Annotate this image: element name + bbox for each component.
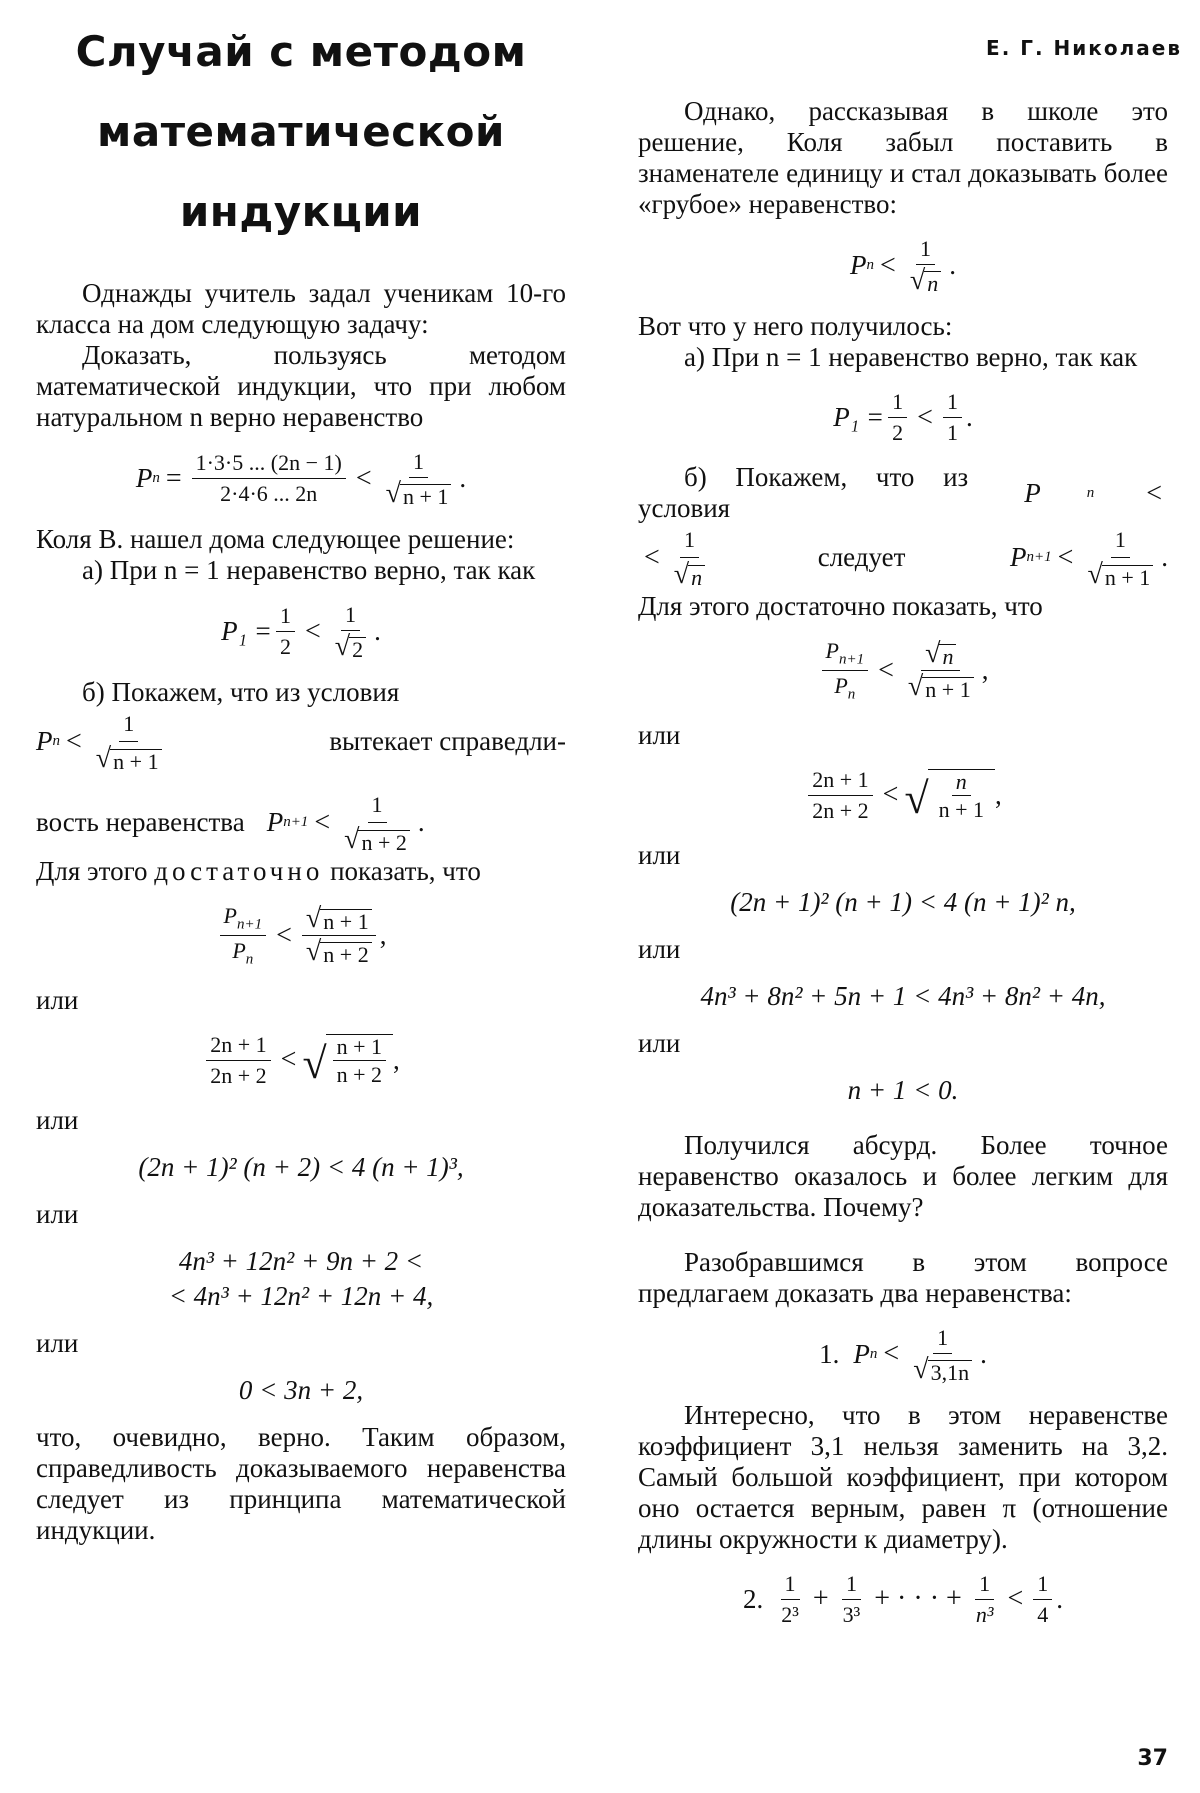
formula-text: P₁ = — [833, 402, 885, 432]
fraction-num: n — [952, 770, 971, 796]
fraction-num: 1 — [842, 1571, 861, 1600]
formula-line: 4n³ + 12n² + 9n + 2 < — [178, 1245, 424, 1276]
fraction-num: 1 — [368, 789, 387, 823]
fraction-den: 2n + 2 — [210, 1062, 267, 1088]
formula-ratio-right: $\frac{P_{n+1}}{P_n}$ < √ n √ n + 1 , — [638, 638, 1168, 704]
text-span: показать, что — [330, 856, 481, 886]
formula-var: P — [135, 463, 153, 493]
formula-line: (2n + 1)² (n + 1) < 4 (n + 1)² n, — [730, 886, 1076, 917]
fraction-den: 2n + 2 — [812, 797, 869, 823]
formula-task-2: 2. $\frac{1}{\text{2³}}$ + $\frac{1}{\text{3³}}$ + · · · + $\frac{1}{\text{n³}}$ < $\frac{1}{4}$ . — [743, 1570, 1063, 1627]
title-line: индукции — [179, 187, 423, 236]
ili-label: или — [638, 839, 681, 870]
text-span: следует — [817, 542, 906, 572]
formula-line: (2n + 1)² (n + 2) < 4 (n + 1)³, — [138, 1151, 464, 1182]
paragraph: Коля В. нашел дома следующее решение: — [36, 524, 515, 554]
fraction — [192, 450, 346, 507]
ili-label: или — [36, 1198, 79, 1229]
paragraph: Однажды учитель задал ученикам 10-го класса на дом следующую задачу: — [36, 278, 566, 339]
paragraph — [36, 677, 566, 708]
fraction-num: 1 — [1033, 1571, 1052, 1600]
radicand: n + 1 — [110, 749, 161, 773]
fraction-num: 1 — [781, 1571, 800, 1600]
ili-label: или — [36, 1327, 79, 1358]
formula-var: P — [853, 1338, 870, 1369]
fraction-den: n + 1 — [938, 797, 985, 823]
text-span: б) Покажем, что из условия — [638, 462, 969, 523]
text-span: вость неравенства — [36, 807, 245, 837]
author: Е. Г. Николаев — [986, 36, 1182, 60]
title-line: математической — [97, 107, 505, 156]
text-span: б) Покажем, что из условия — [82, 677, 400, 707]
paragraph: Получился абсурд. Более точное неравенство оказалось и более легким для доказательства. Почему? — [638, 1129, 1168, 1222]
formula-var: P — [266, 807, 284, 837]
fraction-num: 1 — [933, 1325, 952, 1354]
paragraph: < 1 √ n следует P n+1 < 1 √ n + 1 . — [638, 524, 1168, 591]
title-line: Случай с методом — [75, 27, 527, 76]
formula-text: P₁ = — [221, 616, 272, 646]
radicand: 2 — [349, 637, 366, 661]
formula-line: n + 1 < 0. — [847, 1074, 959, 1105]
fraction-num: 1 — [276, 603, 295, 632]
fraction-den: 2 — [892, 420, 904, 445]
fraction-num: 1 — [409, 449, 428, 478]
formula-rough: P n < 1 √ n . — [850, 236, 956, 296]
paragraph: а) При n = 1 неравенство верно, так как — [82, 555, 536, 585]
formula-line: 0 < 3n + 2, — [238, 1374, 364, 1405]
paragraph: Доказать, пользуясь методом математической индукции, что при любом натуральном n верно неравенство — [36, 340, 566, 432]
ili-label: или — [638, 719, 681, 750]
page-number: 37 — [1137, 1746, 1168, 1771]
fraction-num: 1 — [943, 389, 962, 418]
radicand: n — [924, 271, 941, 295]
fraction: 1 √ n + 1 — [382, 449, 456, 508]
formula-ratio: $\frac{P_{n+1}}{P_n}$ < √ n + 1 √ n + 2 , — [36, 903, 566, 969]
paragraph — [36, 856, 566, 887]
radicand: n + 1 — [1102, 565, 1153, 589]
left-column — [36, 0, 566, 1546]
fraction-num: 1 — [119, 708, 138, 742]
radicand: n + 1 — [400, 484, 451, 508]
formula-sqrt-ratio-right: $\frac{2n + 1}{2n + 2}$ < √ $\frac{n}{n + 1}$ , — [638, 767, 1168, 824]
formula-sqrt-ratio: $\frac{2n + 1}{2n + 2}$ < √ $\frac{n + 1}{n + 2}$ , — [36, 1032, 566, 1089]
fraction-den: 3³ — [842, 1601, 861, 1627]
right-column — [638, 0, 1168, 1644]
article-title — [36, 12, 566, 252]
fraction-num: 1 — [1111, 524, 1130, 558]
fraction-den: 2·4·6 ... 2n — [220, 481, 318, 506]
paragraph: P n < 1 √ n + 1 вытекает справедли- — [36, 708, 566, 775]
fraction-den: n³ — [975, 1601, 994, 1627]
fraction-num: 1 — [888, 389, 907, 418]
fraction-num: 1 — [916, 236, 935, 265]
task-number: 2. — [743, 1583, 764, 1614]
formula-var: P — [825, 638, 839, 663]
fraction-den: 2 — [279, 634, 291, 659]
radicand: n — [688, 565, 705, 589]
paragraph: вость неравенства P n+1 < 1 √ n + 2 . — [36, 789, 566, 856]
formula-var: P — [1010, 542, 1027, 572]
formula-var: P — [850, 250, 867, 280]
radicand: n + 1 — [320, 909, 371, 933]
fraction-den: 4 — [1037, 1601, 1049, 1627]
ili-label: или — [36, 1104, 79, 1135]
fraction-den: 2³ — [781, 1601, 799, 1627]
fraction-num: 2n + 1 — [808, 767, 872, 796]
fraction-den: n + 2 — [336, 1062, 383, 1088]
formula-var: P — [223, 903, 237, 928]
emphasis-text: достаточно — [154, 856, 324, 886]
ili-label: или — [36, 984, 79, 1015]
radicand: n + 2 — [320, 942, 371, 966]
radicand: n + 2 — [358, 830, 409, 854]
formula-var: P — [232, 938, 246, 964]
paragraph: Разобравшимся в этом вопросе предлагаем доказать два неравенства: — [638, 1246, 1168, 1308]
text-span: Для этого — [36, 856, 148, 886]
radicand: n + 1 — [922, 677, 973, 701]
paragraph: б) Покажем, что из условия P n < — [638, 462, 1162, 523]
paragraph: Однако, рассказывая в школе это решение, Коля забыл поставить в знаменателе единицу и стал доказывать более «грубое» неравенство: — [638, 96, 1168, 219]
formula-line: 4n³ + 8n² + 5n + 1 < 4n³ + 8n² + 4n, — [700, 980, 1106, 1011]
paragraph: что, очевидно, верно. Таким образом, справедливость доказываемого неравенства следует из принципа математической индукции. — [36, 1421, 566, 1545]
text-span: вытекает справедли- — [329, 726, 566, 756]
formula-line: < 4n³ + 12n² + 12n + 4, — [168, 1280, 434, 1311]
paragraph: а) При n = 1 неравенство верно, так как — [684, 342, 1138, 372]
fraction-num: 1 — [975, 1571, 994, 1600]
formula-task-1: 1. P n < 1 √ 3,1n . — [819, 1324, 987, 1385]
fraction-den: 1 — [946, 420, 958, 445]
fraction-num: 1 — [680, 524, 699, 558]
radicand: n — [939, 644, 956, 668]
formula-var: P — [1024, 477, 1041, 508]
fraction-num: 1·3·5 ... (2n − 1) — [192, 450, 346, 479]
task-number: 1. — [819, 1338, 840, 1369]
formula-var: P — [834, 673, 848, 699]
fraction-num: 2n + 1 — [206, 1032, 270, 1061]
formula-p1: P₁ = $\frac{1}{2}$ < 1 √ 2 . — [221, 602, 381, 662]
ili-label: или — [638, 1027, 681, 1058]
main-inequality: P n = $\frac{1\cdot 3\cdot 5 ... (2n - 1)}{2\cdot 4\cdot 6 ... 2n}$ < 1 √ n + 1 . — [135, 449, 467, 509]
paragraph: Интересно, что в этом неравенстве коэффициент 3,1 нельзя заменить на 3,2. Самый большой коэффициент, при котором оно остается верным, равен π (отношение длины окружности к диаметру). — [638, 1399, 1168, 1554]
paragraph: Для этого достаточно показать, что — [638, 591, 1043, 621]
paragraph: Вот что у него получилось: — [638, 311, 953, 341]
fraction-num: n + 1 — [333, 1035, 386, 1061]
fraction-num: 1 — [341, 602, 360, 631]
ili-label: или — [638, 933, 681, 964]
formula-p1-right: P₁ = $\frac{1}{2}$ < $\frac{1}{1}$ . — [833, 389, 973, 445]
radicand: 3,1n — [928, 1360, 973, 1384]
formula-var: P — [36, 726, 53, 756]
